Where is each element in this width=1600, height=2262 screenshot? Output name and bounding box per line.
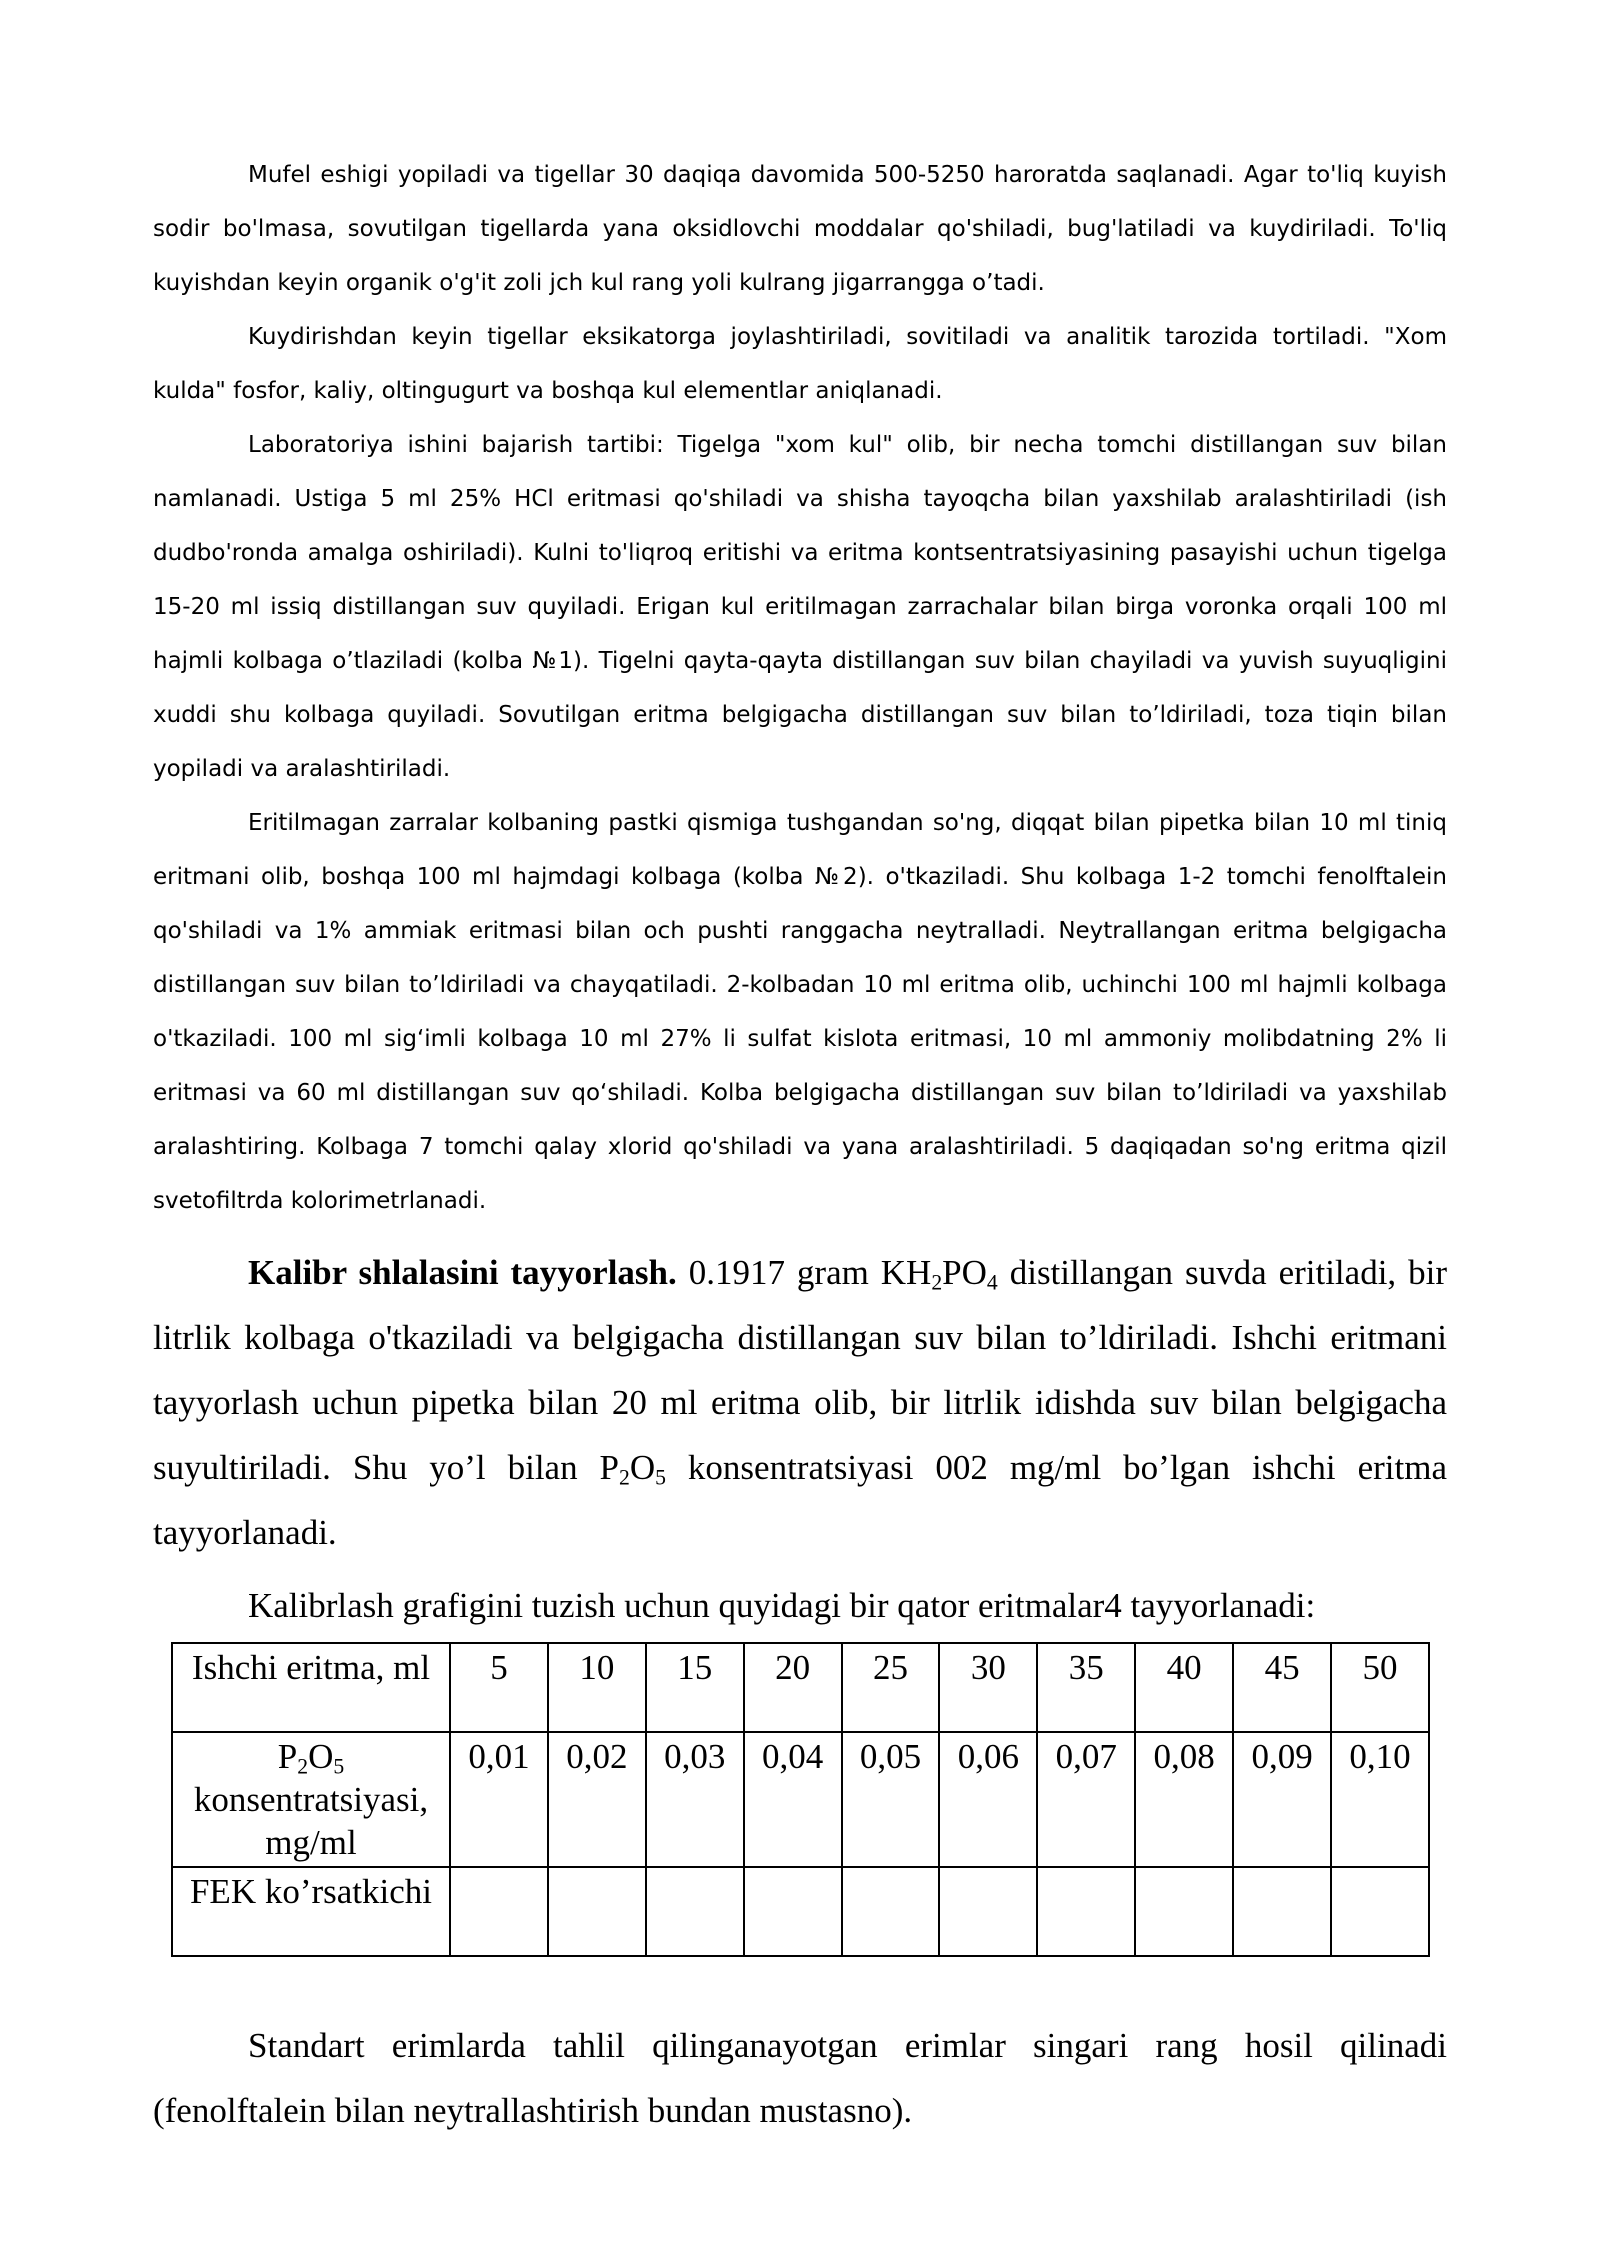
table-cell-empty (1331, 1867, 1429, 1956)
row-header-rest: konsentratsiyasi, mg/ml (193, 1780, 429, 1862)
row-header-concentration (172, 1732, 450, 1867)
table-cell-empty (1135, 1867, 1233, 1956)
table-cell-empty (646, 1867, 744, 1956)
table-cell: 10 (548, 1643, 646, 1732)
calibration-table (171, 1642, 1430, 1957)
table-cell-empty (548, 1867, 646, 1956)
table-cell-empty (744, 1867, 842, 1956)
calibration-text-c: distillangan suvda eritiladi, bir litrlik kolbaga o'tkaziladi va belgigacha distillangan suv bilan to’ldiriladi. Ishchi eritmani tayyorlash uchun pipetka bilan 20 ml eritma olib, bir litrlik idishda suv bilan belgigacha suyultiriladi. Shu yo’l bilan P (153, 1253, 1447, 1487)
row-header-volume: Ishchi eritma, ml (172, 1643, 450, 1732)
row-header-sub1: 2 (297, 1754, 309, 1779)
calibration-text-b: PO (942, 1253, 987, 1292)
table-cell: 0,05 (842, 1732, 940, 1867)
table-cell: 50 (1331, 1643, 1429, 1732)
table-cell: 20 (744, 1643, 842, 1732)
calibration-sub-b: 4 (986, 1270, 998, 1295)
paragraph-lab-procedure: Laboratoriya ishini bajarish tartibi: Tigelga "xom kul" olib, bir necha tomchi distillangan suv bilan namlanadi. Ustiga 5 ml 25% HCl eritmasi qo'shiladi va shisha tayoqcha bilan yaxshilab aralashtiriladi (ish dudbo'ronda amalga oshiriladi). Kulni to'liqroq eritishi va eritma kontsentratsiyasining pasayishi uchun tigelga 15-20 ml issiq distillangan suv quyiladi. Erigan kul eritilmagan zarrachalar bilan birga voronka orqali 100 ml hajmli kolbaga o’tlaziladi (kolba №1). Tigelni qayta-qayta distillangan suv bilan chayiladi va yuvish suyuqligini xuddi shu kolbaga quyiladi. Sovutilgan eritma belgigacha distillangan suv bilan to’ldiriladi, toza tiqin bilan yopiladi va aralashtiriladi. (153, 432, 1447, 782)
table-cell: 45 (1233, 1643, 1331, 1732)
table-row-fek (172, 1867, 1429, 1956)
table-cell: 0,06 (939, 1732, 1037, 1867)
paragraph-desiccator: Kuydirishdan keyin tigellar eksikatorga joylashtiriladi, sovitiladi va analitik tarozida tortiladi. "Xom kulda" fosfor, kaliy, oltingugurt va boshqa kul elementlar aniqlanadi. (153, 324, 1447, 404)
paragraph-muffle-furnace: Mufel eshigi yopiladi va tigellar 30 daqiqa davomida 500-5250 haroratda saqlanadi. Agar to'liq kuyish sodir bo'lmasa, sovutilgan tigellarda yana oksidlovchi moddalar qo'shiladi, bug'latiladi va kuydiriladi. To'liq kuyishdan keyin organik o'g'it zoli jch kul rang yoli kulrang jigarrangga o’tadi. (153, 162, 1447, 296)
calibration-sub-a: 2 (931, 1270, 943, 1295)
table-cell: 0,10 (1331, 1732, 1429, 1867)
table-cell: 35 (1037, 1643, 1135, 1732)
table-cell-empty (842, 1867, 940, 1956)
calibration-text-e: konsentratsiyasi 002 mg/ml bo’lgan ishchi eritma tayyorlanadi. (153, 1448, 1447, 1552)
table-cell-empty (939, 1867, 1037, 1956)
table-cell: 40 (1135, 1643, 1233, 1732)
row-header-o: O (308, 1737, 334, 1776)
row-header-sub2: 5 (333, 1754, 345, 1779)
document-page (153, 148, 1447, 2143)
table-row-volume (172, 1643, 1429, 1732)
table-cell-empty (1037, 1867, 1135, 1956)
calibration-text-a: 0.1917 gram KH (676, 1253, 932, 1292)
table-cell: 25 (842, 1643, 940, 1732)
calibration-text-d: O (629, 1448, 656, 1487)
table-cell: 5 (450, 1643, 548, 1732)
row-header-fek: FEK ko’rsatkichi (172, 1867, 450, 1956)
table-cell-empty (1233, 1867, 1331, 1956)
calibration-sub-d: 5 (655, 1465, 666, 1490)
table-cell: 30 (939, 1643, 1037, 1732)
table-row-concentration (172, 1732, 1429, 1867)
table-cell: 15 (646, 1643, 744, 1732)
paragraph-standard-solutions: Standart erimlarda tahlil qilinganayotgan erimlar singari rang hosil qilinadi (fenolftalein bilan neytrallashtirish bundan mustasno). (153, 2026, 1447, 2130)
calibration-heading: Kalibr shlalasini tayyorlash. (248, 1253, 677, 1292)
table-cell: 0,03 (646, 1732, 744, 1867)
row-header-p: P (277, 1737, 298, 1776)
table-cell: 0,04 (744, 1732, 842, 1867)
table-cell: 0,08 (1135, 1732, 1233, 1867)
table-intro: Kalibrlash grafigini tuzish uchun quyidagi bir qator eritmalar4 tayyorlanadi: (248, 1586, 1316, 1625)
paragraph-calibration (153, 1240, 1447, 1565)
table-cell-empty (450, 1867, 548, 1956)
table-cell: 0,09 (1233, 1732, 1331, 1867)
table-cell: 0,02 (548, 1732, 646, 1867)
paragraph-flask-transfer: Eritilmagan zarralar kolbaning pastki qismiga tushgandan so'ng, diqqat bilan pipetka bilan 10 ml tiniq eritmani olib, boshqa 100 ml hajmdagi kolbaga (kolba №2). o'tkaziladi. Shu kolbaga 1-2 tomchi fenolftalein qo'shiladi va 1% ammiak eritmasi bilan och pushti ranggacha neytralladi. Neytrallangan eritma belgigacha distillangan suv bilan to’ldiriladi va chayqatiladi. 2-kolbadan 10 ml eritma olib, uchinchi 100 ml hajmli kolbaga o'tkaziladi. 100 ml sig‘imli kolbaga 10 ml 27% li sulfat kislota eritmasi, 10 ml ammoniy molibdatning 2% li eritmasi va 60 ml distillangan suv qo‘shiladi. Kolba belgigacha distillangan suv bilan to’ldiriladi va yaxshilab aralashtiring. Kolbaga 7 tomchi qalay xlorid qo'shiladi va yana aralashtiriladi. 5 daqiqadan so'ng eritma qizil svetofiltrda kolorimetrlanadi. (153, 810, 1447, 1214)
table-cell: 0,01 (450, 1732, 548, 1867)
calibration-sub-c: 2 (619, 1465, 630, 1490)
table-cell: 0,07 (1037, 1732, 1135, 1867)
